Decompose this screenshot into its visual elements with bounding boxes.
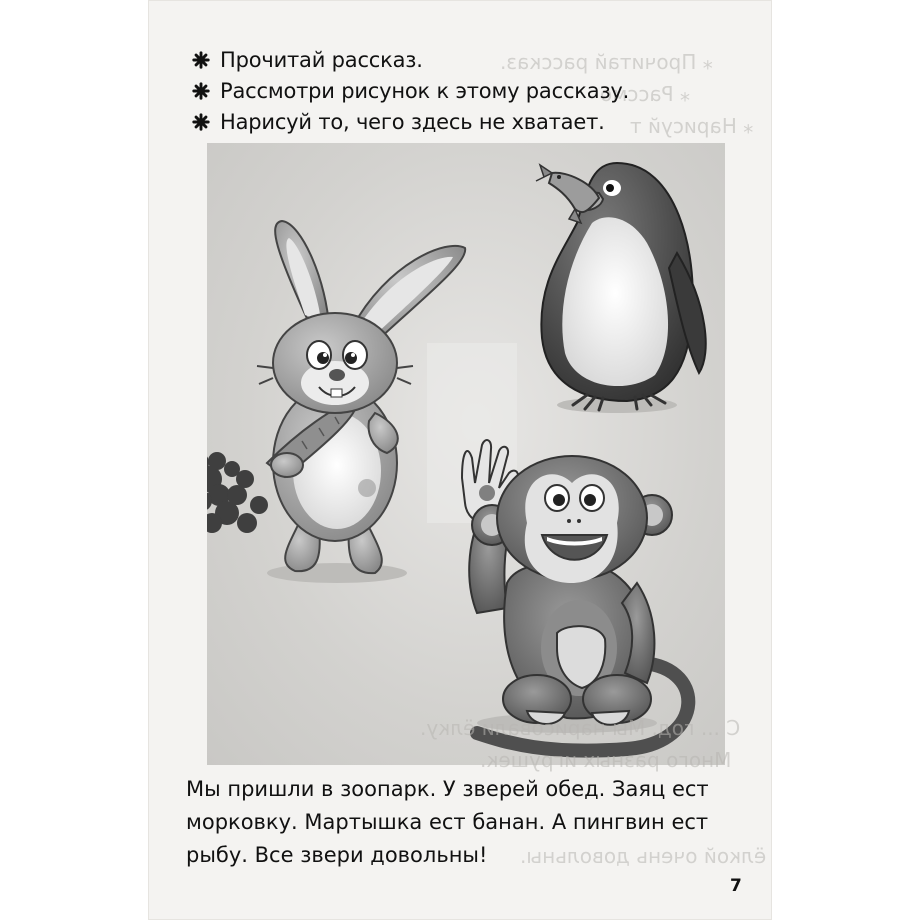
page-number: 7 [730,876,742,896]
bleed-through-text: Много разных игрушек. [480,748,732,772]
bleed-through-text: ⁎ Нарисуй т [630,114,754,138]
illustration [207,143,725,765]
zoo-illustration [207,143,725,765]
bleed-through-text: ёлкой очень довольны. [520,844,767,868]
penguin-figure [536,163,706,413]
instruction-item [192,75,629,106]
star-bullet-icon [192,51,210,69]
instruction-text: Прочитай рассказ. [220,47,423,72]
instruction-text: Нарисуй то, чего здесь не хватает. [220,109,605,134]
monkey-figure [462,440,688,751]
story-line: рыбу. Все звери довольны! [186,843,488,867]
instruction-item [192,106,629,137]
star-bullet-icon [192,113,210,131]
story-line: морковку. Мартышка ест банан. А пингвин ест [186,810,709,834]
instruction-text: Рассмотри рисунок к этому рассказу. [220,78,630,103]
instruction-item [192,44,629,75]
bleed-through-text: С ... год. Мы нарисовали ёлку. [420,716,741,740]
instruction-list [192,44,629,137]
bleed-through-text: ⁎ Прочитай рассказ. [500,50,713,74]
story-line: Мы пришли в зоопарк. У зверей обед. Заяц ест [186,777,709,801]
star-bullet-icon [192,82,210,100]
story-text [186,773,746,872]
hare-figure [207,221,465,583]
bleed-through-text: ⁎ Рассмо [600,82,690,106]
